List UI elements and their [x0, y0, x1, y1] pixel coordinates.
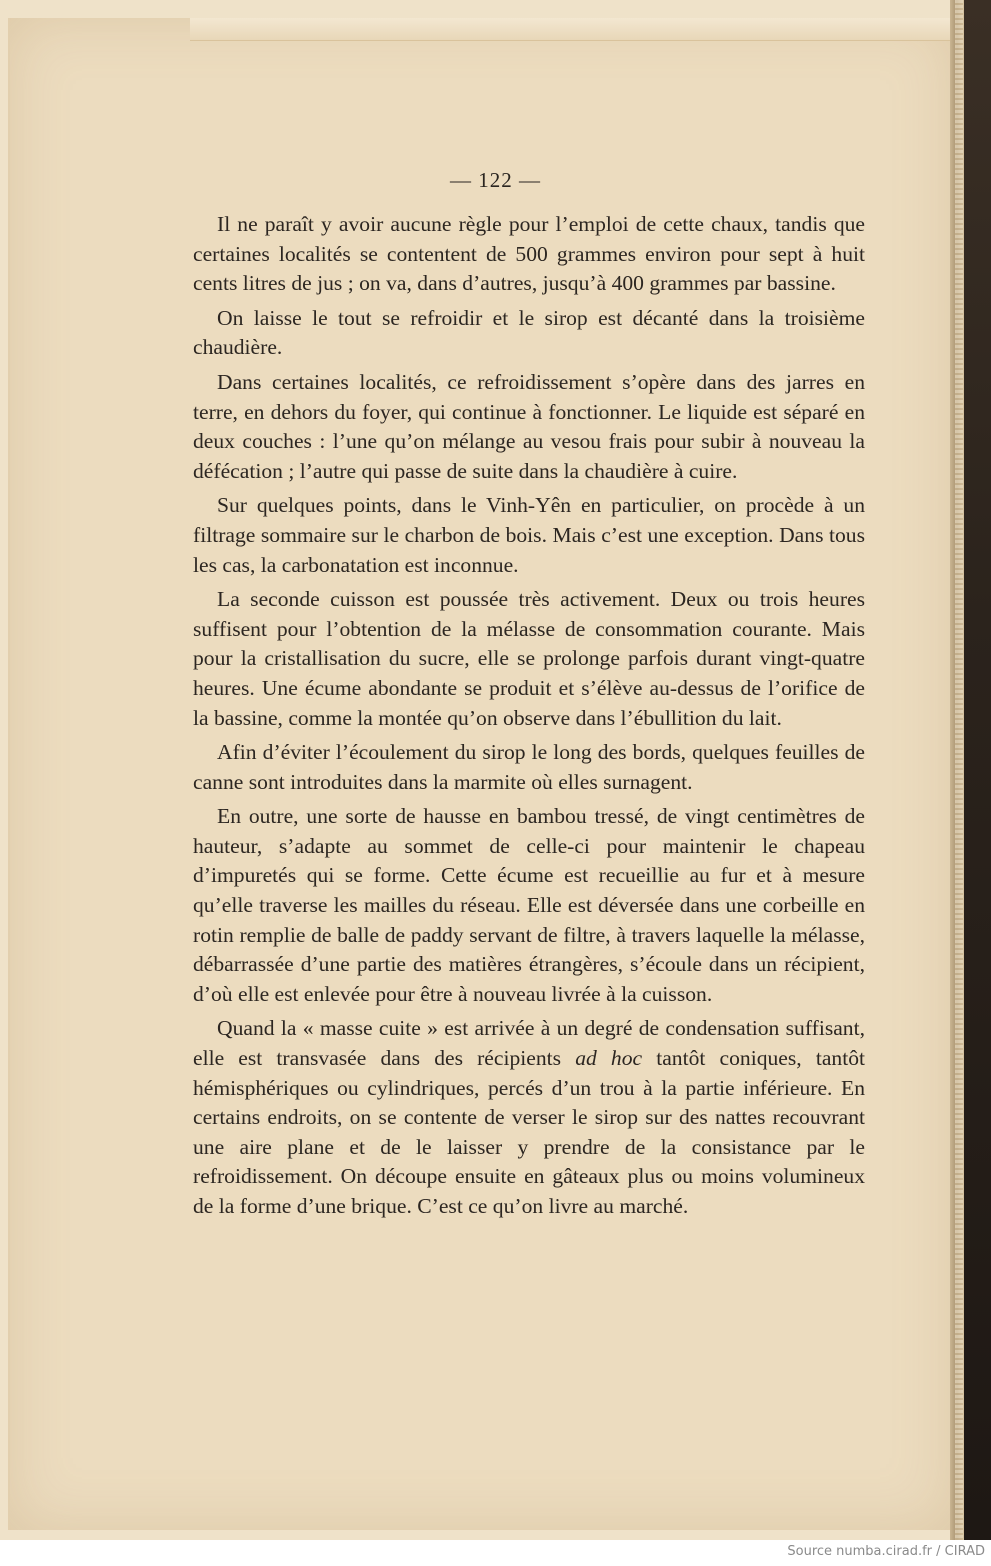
page-edges — [955, 0, 963, 1540]
paragraph: Il ne paraît y avoir aucune règle pour l’emploi de cette chaux, tandis que certaines localités se contentent de 500 grammes environ pour sept à huit cents litres de jus ; on va, dans d’autres, jusqu’à 400 grammes par bassine. — [193, 212, 865, 296]
paragraph-text: Quand la « masse cuite » est arrivée à un degré de condensation suffisant, elle est transvasée dans des récipients — [193, 1016, 865, 1071]
paragraph: En outre, une sorte de hausse en bambou tressé, de vingt centimètres de hauteur, s’adapte au sommet de celle-ci pour maintenir le chapeau d’impuretés qui se forme. Cette écume est recueillie au fur et à mesure qu’elle traverse les mailles du réseau. Elle est déversée dans une corbeille en rotin remplie de balle de paddy servant de filtre, à travers laquelle la mélasse, débarrassée d’une partie des matières étrangères, s’écoule dans un récipient, d’où elle est enlevée pour être à nouveau livrée à la cuisson. — [193, 804, 865, 1006]
italic-phrase: ad hoc — [575, 1046, 643, 1071]
paragraph-last — [193, 1014, 865, 1221]
paragraph: Dans certaines localités, ce refroidissement s’opère dans des jarres en terre, en dehors du foyer, qui continue à fonctionner. Le liquide est séparé en deux couches : l’une qu’on mélange au vesou frais pour subir à nouveau la défécation ; l’autre qui passe de suite dans la chaudière à cuire. — [193, 369, 865, 483]
page-number: — 122 — — [450, 168, 541, 192]
page-top-band — [190, 18, 960, 41]
paragraph: La seconde cuisson est poussée très activement. Deux ou trois heures suffisent pour l’obtention de la mélasse de consommation courante. Mais pour la cristallisation du sucre, elle se prolonge parfois durant vingt-quatre heures. Une écume abondante se produit et s’élève au-dessus de l’orifice de la bassine, comme la montée qu’on observe dans l’ébullition du lait. — [193, 587, 865, 730]
body-text — [193, 210, 865, 1227]
paragraph-text: tantôt coniques, tantôt hémisphériques ou cylindriques, percés d’un trou à la partie inférieure. En certains endroits, on se contente de verser le sirop sur des nattes recouvrant une aire plane et de le laisser y prendre de la consistance par le refroidissement. On découpe ensuite en gâteaux plus ou moins volumineux de la forme d’une brique. C’est ce qu’on livre au marché. — [193, 1046, 865, 1218]
source-caption: Source numba.cirad.fr / CIRAD — [787, 1544, 985, 1559]
book-cover-edge — [964, 0, 991, 1540]
paragraph: Afin d’éviter l’écoulement du sirop le long des bords, quelques feuilles de canne sont introduites dans la marmite où elles surnagent. — [193, 740, 865, 794]
paragraph: Sur quelques points, dans le Vinh-Yên en particulier, on procède à un filtrage sommaire sur le charbon de bois. Mais c’est une exception. Dans tous les cas, la carbonatation est inconnue. — [193, 493, 865, 577]
paragraph: On laisse le tout se refroidir et le sirop est décanté dans la troisième chaudière. — [193, 305, 865, 360]
